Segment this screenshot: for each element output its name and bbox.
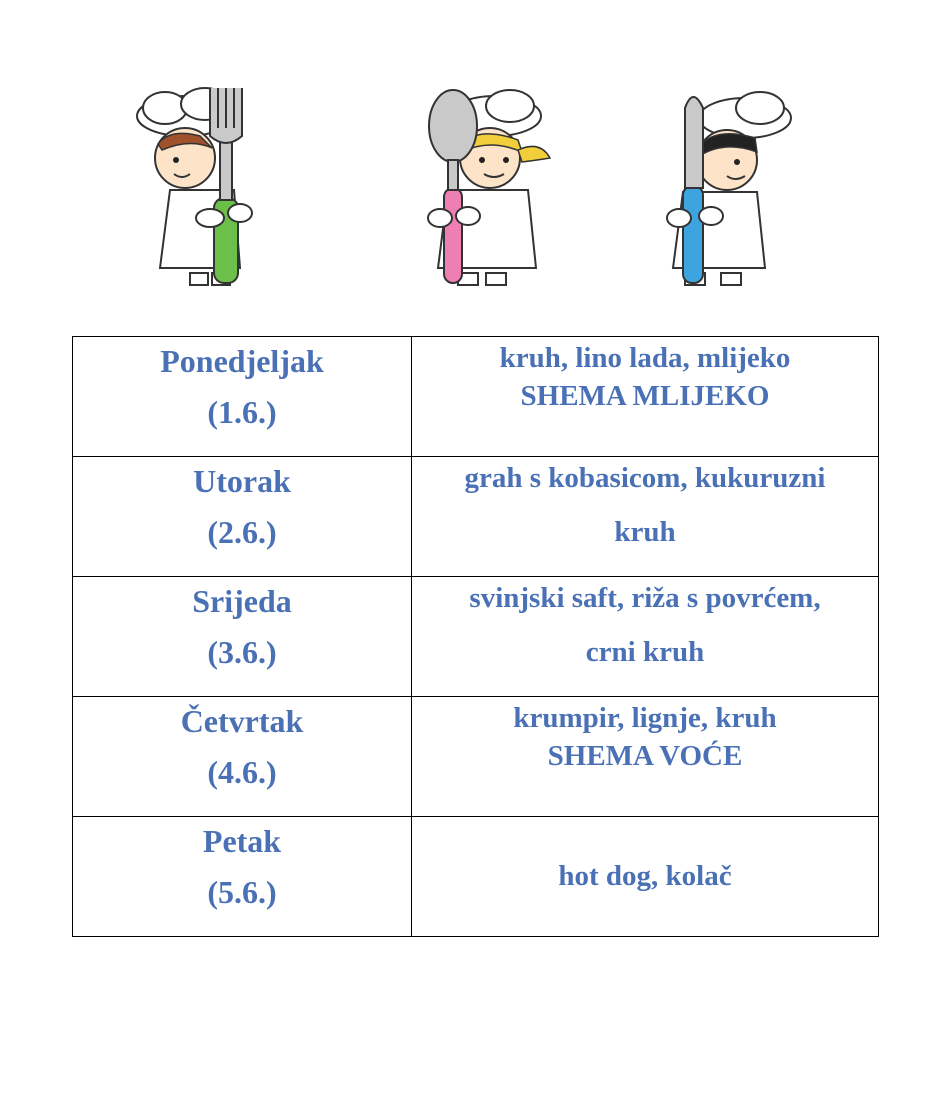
food-cell bbox=[412, 697, 879, 817]
day-name: Srijeda bbox=[192, 583, 292, 619]
table-row bbox=[73, 337, 879, 457]
table-row bbox=[73, 457, 879, 577]
food-line: grah s kobasicom, kukuruzni bbox=[464, 462, 826, 494]
chef-with-spoon-icon bbox=[410, 78, 570, 293]
day-date: (1.6.) bbox=[207, 394, 277, 430]
food-cell bbox=[412, 577, 879, 697]
food-line: SHEMA MLIJEKO bbox=[520, 380, 770, 412]
food-line: kruh bbox=[614, 516, 676, 548]
table-row bbox=[73, 577, 879, 697]
food-line: krumpir, lignje, kruh bbox=[513, 702, 777, 734]
day-cell bbox=[73, 817, 412, 937]
day-cell bbox=[73, 697, 412, 817]
day-date: (4.6.) bbox=[207, 754, 277, 790]
food-line: crni kruh bbox=[585, 636, 705, 668]
food-line: SHEMA VOĆE bbox=[547, 740, 743, 772]
day-name: Utorak bbox=[193, 463, 291, 499]
food-line: hot dog, kolač bbox=[558, 860, 732, 892]
day-name: Ponedjeljak bbox=[160, 343, 324, 379]
food-line: svinjski saft, riža s povrćem, bbox=[469, 582, 821, 614]
food-cell bbox=[412, 817, 879, 937]
food-cell bbox=[412, 337, 879, 457]
table-row bbox=[73, 697, 879, 817]
day-cell bbox=[73, 457, 412, 577]
food-line: kruh, lino lada, mlijeko bbox=[499, 342, 791, 374]
day-date: (3.6.) bbox=[207, 634, 277, 670]
day-name: Petak bbox=[202, 823, 282, 859]
food-cell bbox=[412, 457, 879, 577]
day-date: (5.6.) bbox=[207, 874, 277, 910]
weekly-menu-table bbox=[72, 336, 879, 937]
chefs-illustration bbox=[120, 78, 820, 298]
day-date: (2.6.) bbox=[207, 514, 277, 550]
table-row bbox=[73, 817, 879, 937]
chef-with-fork-icon bbox=[130, 78, 290, 293]
day-name: Četvrtak bbox=[180, 703, 304, 739]
chef-with-knife-icon bbox=[645, 78, 805, 293]
day-cell bbox=[73, 337, 412, 457]
day-cell bbox=[73, 577, 412, 697]
